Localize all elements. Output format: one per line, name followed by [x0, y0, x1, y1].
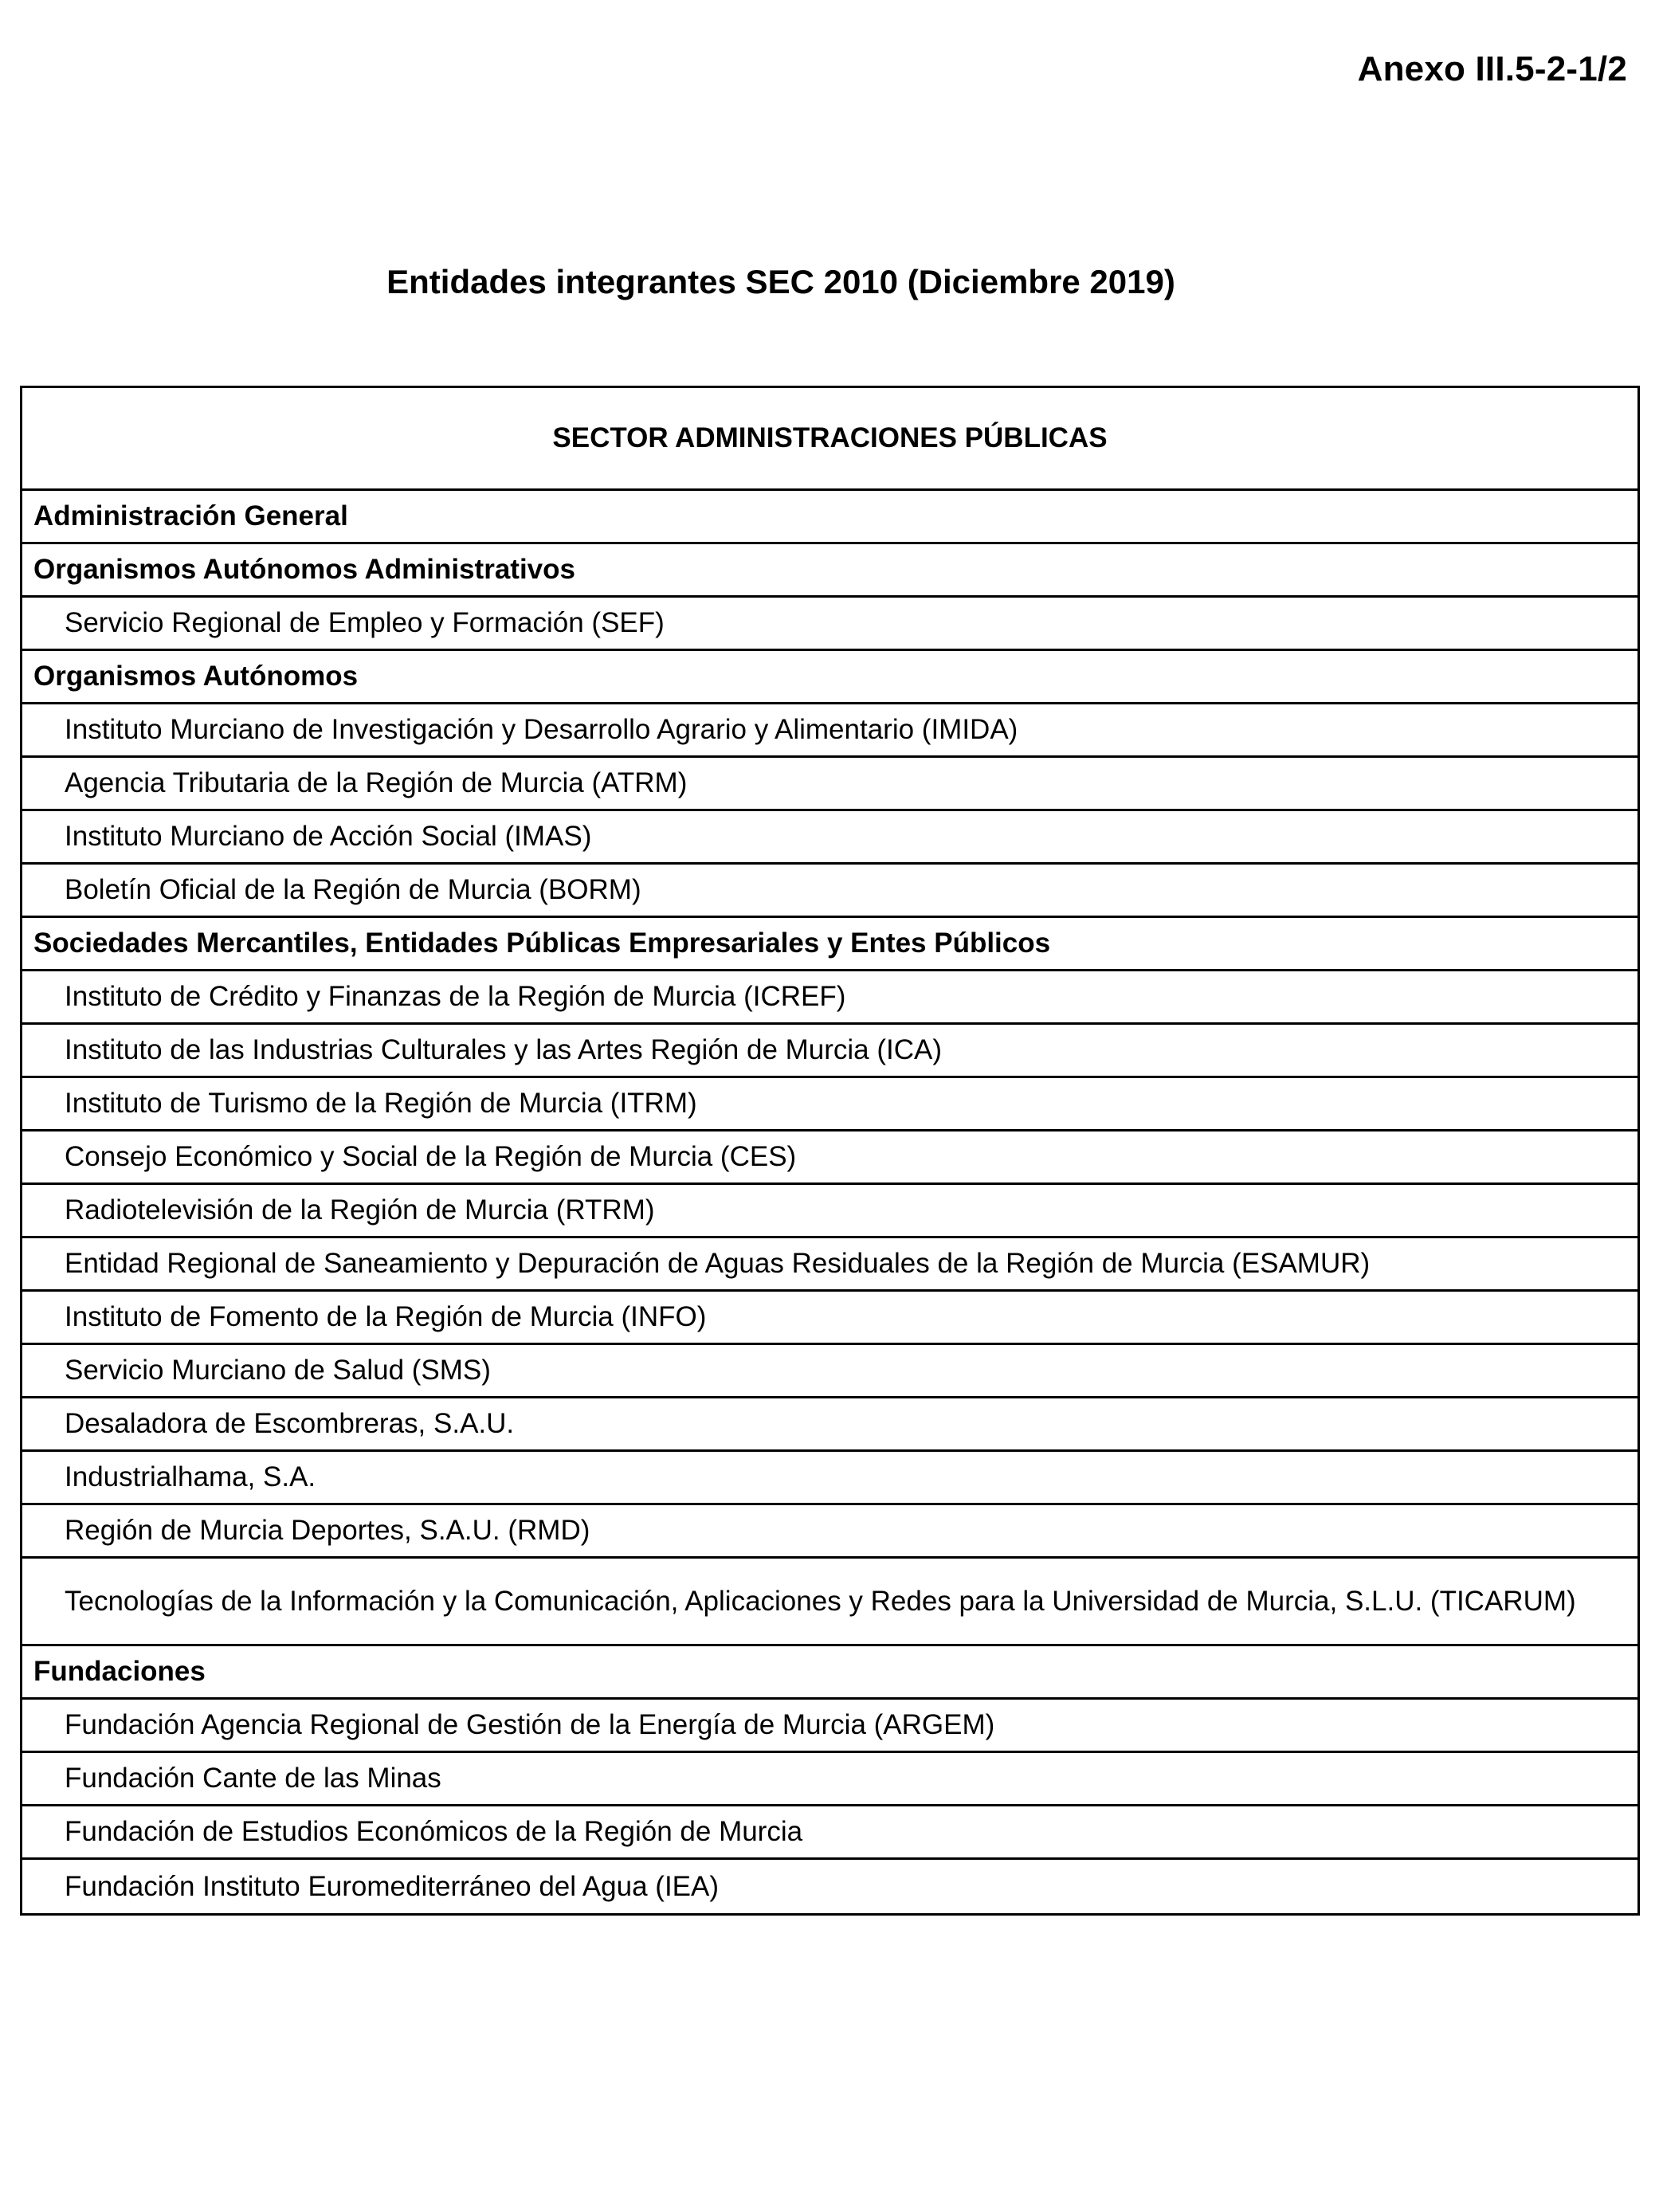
document-title: Entidades integrantes SEC 2010 (Diciembre 2019) [386, 263, 1175, 300]
entity-name: Consejo Económico y Social de la Región de Murcia (CES) [65, 1141, 797, 1172]
table-group-row [22, 918, 1637, 971]
entity-name: Entidad Regional de Saneamiento y Depuración de Aguas Residuales de la Región de Murcia (ESAMUR) [65, 1248, 1371, 1279]
group-label: Fundaciones [33, 1656, 206, 1687]
group-label: Organismos Autónomos [33, 661, 359, 692]
entity-name: Fundación Instituto Euromediterráneo del Agua (IEA) [65, 1870, 720, 1902]
table-row [22, 1131, 1637, 1185]
entity-name: Agencia Tributaria de la Región de Murcia (ATRM) [65, 767, 688, 798]
table-row [22, 1505, 1637, 1559]
entity-name: Instituto de Fomento de la Región de Murcia (INFO) [65, 1301, 707, 1332]
table-group-row [22, 1646, 1637, 1700]
table-row [22, 1753, 1637, 1806]
table-row [22, 598, 1637, 651]
entity-name: Servicio Regional de Empleo y Formación (SEF) [65, 607, 665, 638]
table-row [22, 1452, 1637, 1505]
entity-name: Instituto Murciano de Acción Social (IMAS) [65, 821, 592, 852]
table-row [22, 1292, 1637, 1345]
entity-name: Radiotelevisión de la Región de Murcia (RTRM) [65, 1194, 655, 1226]
table-row [22, 1078, 1637, 1131]
table-group-row [22, 651, 1637, 704]
table-row [22, 865, 1637, 918]
entity-name: Instituto Murciano de Investigación y Desarrollo Agrario y Alimentario (IMIDA) [65, 714, 1018, 745]
table-group-row [22, 491, 1637, 544]
table-row [22, 971, 1637, 1025]
table-group-row [22, 544, 1637, 598]
table-body [22, 491, 1637, 1913]
table-row [22, 1559, 1637, 1646]
table-row [22, 1860, 1637, 1913]
table-row [22, 1238, 1637, 1292]
group-label: Administración General [33, 500, 348, 531]
group-label: Sociedades Mercantiles, Entidades Públicas Empresariales y Entes Públicos [33, 928, 1051, 959]
entity-name: Instituto de Turismo de la Región de Murcia (ITRM) [65, 1088, 697, 1119]
entity-name: Fundación Agencia Regional de Gestión de la Energía de Murcia (ARGEM) [65, 1709, 995, 1740]
table-row [22, 1025, 1637, 1078]
table-row [22, 1398, 1637, 1452]
entity-name: Instituto de Crédito y Finanzas de la Región de Murcia (ICREF) [65, 981, 846, 1012]
table-row [22, 1700, 1637, 1753]
table-row [22, 704, 1637, 758]
table-row [22, 1345, 1637, 1398]
entity-name: Región de Murcia Deportes, S.A.U. (RMD) [65, 1515, 590, 1546]
table-row [22, 1185, 1637, 1238]
table-row [22, 1806, 1637, 1860]
annex-label: Anexo III.5-2-1/2 [1357, 49, 1627, 88]
entity-name: Tecnologías de la Información y la Comunicación, Aplicaciones y Redes para la Universidad de Murcia, S.L.U. (TICARUM) [65, 1585, 1576, 1617]
table-row [22, 811, 1637, 865]
entity-name: Instituto de las Industrias Culturales y las Artes Región de Murcia (ICA) [65, 1034, 943, 1065]
entity-name: Industrialhama, S.A. [65, 1461, 316, 1492]
entity-name: Fundación de Estudios Económicos de la Región de Murcia [65, 1816, 803, 1847]
entity-name: Boletín Oficial de la Región de Murcia (BORM) [65, 874, 641, 905]
entity-name: Fundación Cante de las Minas [65, 1763, 441, 1794]
table-row [22, 758, 1637, 811]
entity-name: Servicio Murciano de Salud (SMS) [65, 1355, 491, 1386]
group-label: Organismos Autónomos Administrativos [33, 554, 575, 585]
entities-table [20, 386, 1640, 1916]
sector-header: SECTOR ADMINISTRACIONES PÚBLICAS [22, 388, 1637, 491]
entity-name: Desaladora de Escombreras, S.A.U. [65, 1408, 515, 1439]
